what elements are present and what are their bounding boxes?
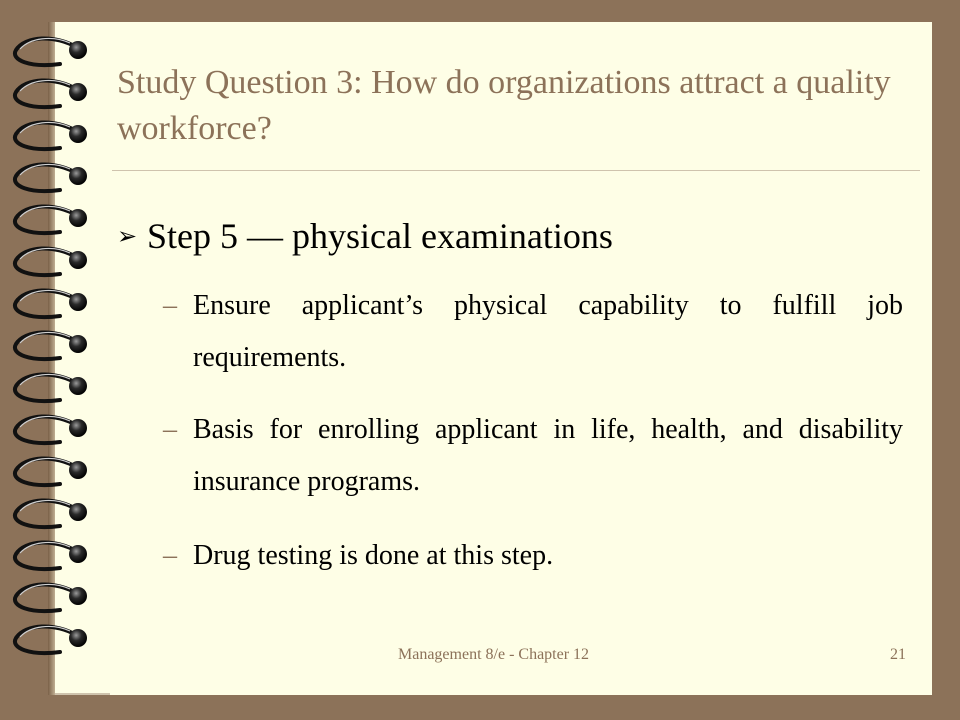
sub-bullet-text: Drug testing is done at this step. [193, 540, 554, 571]
title-divider [112, 170, 920, 171]
bottom-edge-line [55, 693, 110, 695]
page-number: 21 [890, 646, 906, 663]
footer-text: Management 8/e - Chapter 12 [398, 646, 590, 663]
spiral-ring [15, 542, 87, 569]
arrow-bullet-icon: ➢ [117, 224, 138, 250]
spiral-binding-icon [0, 0, 110, 720]
spiral-ring [15, 248, 87, 275]
spiral-ring [15, 500, 87, 527]
sub-bullet-2 [163, 404, 903, 508]
spiral-ring [15, 38, 87, 65]
sub-bullet-1 [163, 280, 903, 384]
spiral-ring [15, 584, 87, 611]
spiral-ring [15, 458, 87, 485]
spiral-ring [15, 80, 87, 107]
main-bullet [117, 212, 613, 261]
spiral-ring [15, 626, 87, 653]
spiral-ring [15, 206, 87, 233]
spiral-ring [15, 332, 87, 359]
main-bullet-text: Step 5 — physical examinations [147, 216, 613, 256]
spiral-ring [15, 122, 87, 149]
sub-bullet-3 [163, 530, 903, 582]
sub-bullet-text: Basis for enrolling applicant in life, health, and disability insurance programs. [193, 414, 903, 497]
spiral-ring [15, 416, 87, 443]
sub-bullet-dash: – [163, 414, 177, 445]
spiral-ring [15, 290, 87, 317]
sub-bullet-dash: – [163, 290, 177, 321]
spiral-ring [15, 374, 87, 401]
spiral-ring [15, 164, 87, 191]
sub-bullet-dash: – [163, 540, 177, 571]
sub-bullet-text: Ensure applicant’s physical capability to fulfill job requirements. [193, 290, 903, 373]
slide-title: Study Question 3: How do organizations attract a quality workforce? [117, 64, 891, 147]
